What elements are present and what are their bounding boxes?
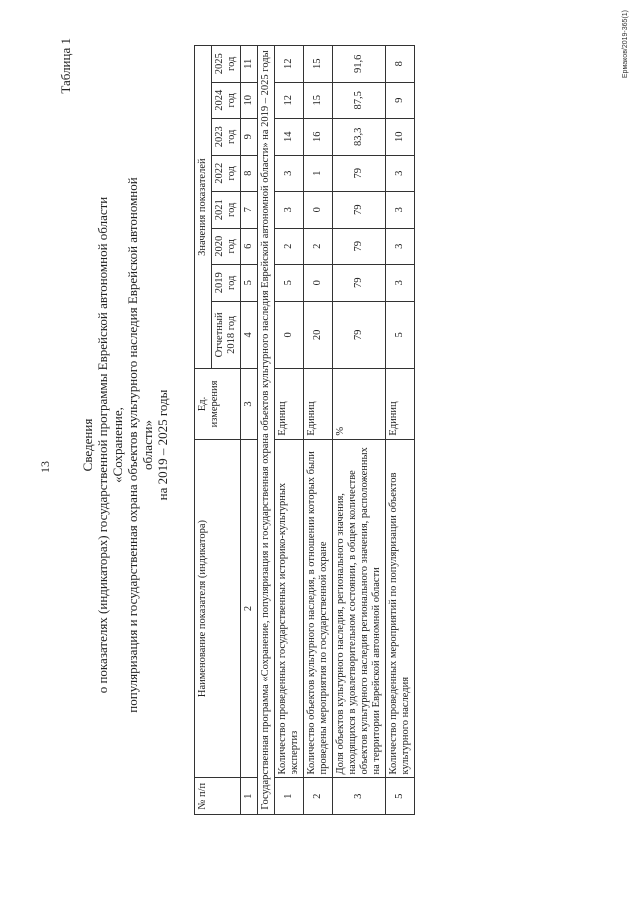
row-value: 79 (333, 301, 386, 369)
row-unit: Единиц (304, 369, 333, 439)
row-value: 12 (275, 46, 304, 83)
row-value: 3 (386, 265, 415, 302)
row-name: Доля объектов культурного наследия, регионального значения, находящихся в удовлетворительном состоянии, в общем количестве объектов культурного наследия регионального значения, расположенных на территории Еврейской автономной области (333, 439, 386, 778)
row-value: 3 (275, 155, 304, 192)
column-number: 9 (241, 119, 258, 156)
row-value: 20 (304, 301, 333, 369)
row-value: 0 (304, 265, 333, 302)
document-title (80, 165, 170, 725)
row-value: 5 (386, 301, 415, 369)
header-year: 2022 год (212, 155, 241, 192)
row-value: 10 (386, 119, 415, 156)
row-num: 3 (333, 778, 386, 815)
row-value: 3 (386, 155, 415, 192)
row-name: Количество проведенных государственных историко-культурных экспертиз (275, 439, 304, 778)
row-value: 2 (275, 228, 304, 265)
header-num: № п/п (195, 778, 241, 815)
header-year: Отчетный 2018 год (212, 301, 241, 369)
table-label: Таблица 1 (58, 38, 73, 94)
column-number: 8 (241, 155, 258, 192)
row-value: 79 (333, 192, 386, 229)
title-line-2: о показателях (индикаторах) государственной программы Еврейской автономной области «Сохранение, (95, 196, 125, 694)
row-value: 8 (386, 46, 415, 83)
header-year: 2025 год (212, 46, 241, 83)
row-num: 5 (386, 778, 415, 815)
row-value: 0 (275, 301, 304, 369)
row-value: 79 (333, 155, 386, 192)
row-value: 3 (386, 192, 415, 229)
table-row (304, 46, 333, 815)
header-year: 2024 год (212, 82, 241, 119)
row-name: Количество объектов культурного наследия, в отношении которых были проведены мероприятия по государственной охране (304, 439, 333, 778)
column-number: 3 (241, 369, 258, 439)
title-line-1: Сведения (80, 418, 95, 472)
row-value: 79 (333, 228, 386, 265)
column-number: 4 (241, 301, 258, 369)
section-title-row (258, 46, 275, 815)
header-unit: Ед. измерения (195, 369, 241, 439)
table-row (386, 46, 415, 815)
header-row-1 (195, 46, 212, 815)
row-value: 2 (304, 228, 333, 265)
column-number: 2 (241, 439, 258, 778)
row-value: 5 (275, 265, 304, 302)
column-number: 10 (241, 82, 258, 119)
row-name: Количество проведенных мероприятий по популяризации объектов культурного наследия (386, 439, 415, 778)
table-row (333, 46, 386, 815)
row-num: 2 (304, 778, 333, 815)
header-values-group: Значения показателей (195, 46, 212, 369)
row-value: 1 (304, 155, 333, 192)
row-value: 15 (304, 46, 333, 83)
row-value: 14 (275, 119, 304, 156)
row-unit: % (333, 369, 386, 439)
row-value: 79 (333, 265, 386, 302)
section-title: Государственная программа «Сохранение, популяризация и государственная охрана объектов культурного наследия Еврейской автономной области» на 2019 – 2025 годы (258, 46, 275, 815)
header-year: 2019 год (212, 265, 241, 302)
column-number: 5 (241, 265, 258, 302)
indicators-table (194, 45, 415, 815)
row-num: 1 (275, 778, 304, 815)
header-year: 2023 год (212, 119, 241, 156)
row-value: 16 (304, 119, 333, 156)
row-value: 0 (304, 192, 333, 229)
document-stamp: Ермаков/2019-365(1) (622, 10, 629, 79)
table-row (275, 46, 304, 815)
page-number: 13 (38, 461, 52, 473)
title-line-3: популяризация и государственная охрана объектов культурного наследия Еврейской автономной области» (125, 177, 155, 713)
row-unit: Единиц (386, 369, 415, 439)
row-value: 12 (275, 82, 304, 119)
title-line-4: на 2019 – 2025 годы (155, 389, 170, 501)
row-unit: Единиц (275, 369, 304, 439)
header-year: 2021 год (212, 192, 241, 229)
column-number: 1 (241, 778, 258, 815)
column-number-row (241, 46, 258, 815)
row-value: 3 (275, 192, 304, 229)
column-number: 11 (241, 46, 258, 83)
header-name: Наименование показателя (индикатора) (195, 439, 241, 778)
row-value: 87,5 (333, 82, 386, 119)
column-number: 6 (241, 228, 258, 265)
row-value: 3 (386, 228, 415, 265)
column-number: 7 (241, 192, 258, 229)
row-value: 15 (304, 82, 333, 119)
row-value: 9 (386, 82, 415, 119)
header-year: 2020 год (212, 228, 241, 265)
row-value: 83,3 (333, 119, 386, 156)
row-value: 91,6 (333, 46, 386, 83)
